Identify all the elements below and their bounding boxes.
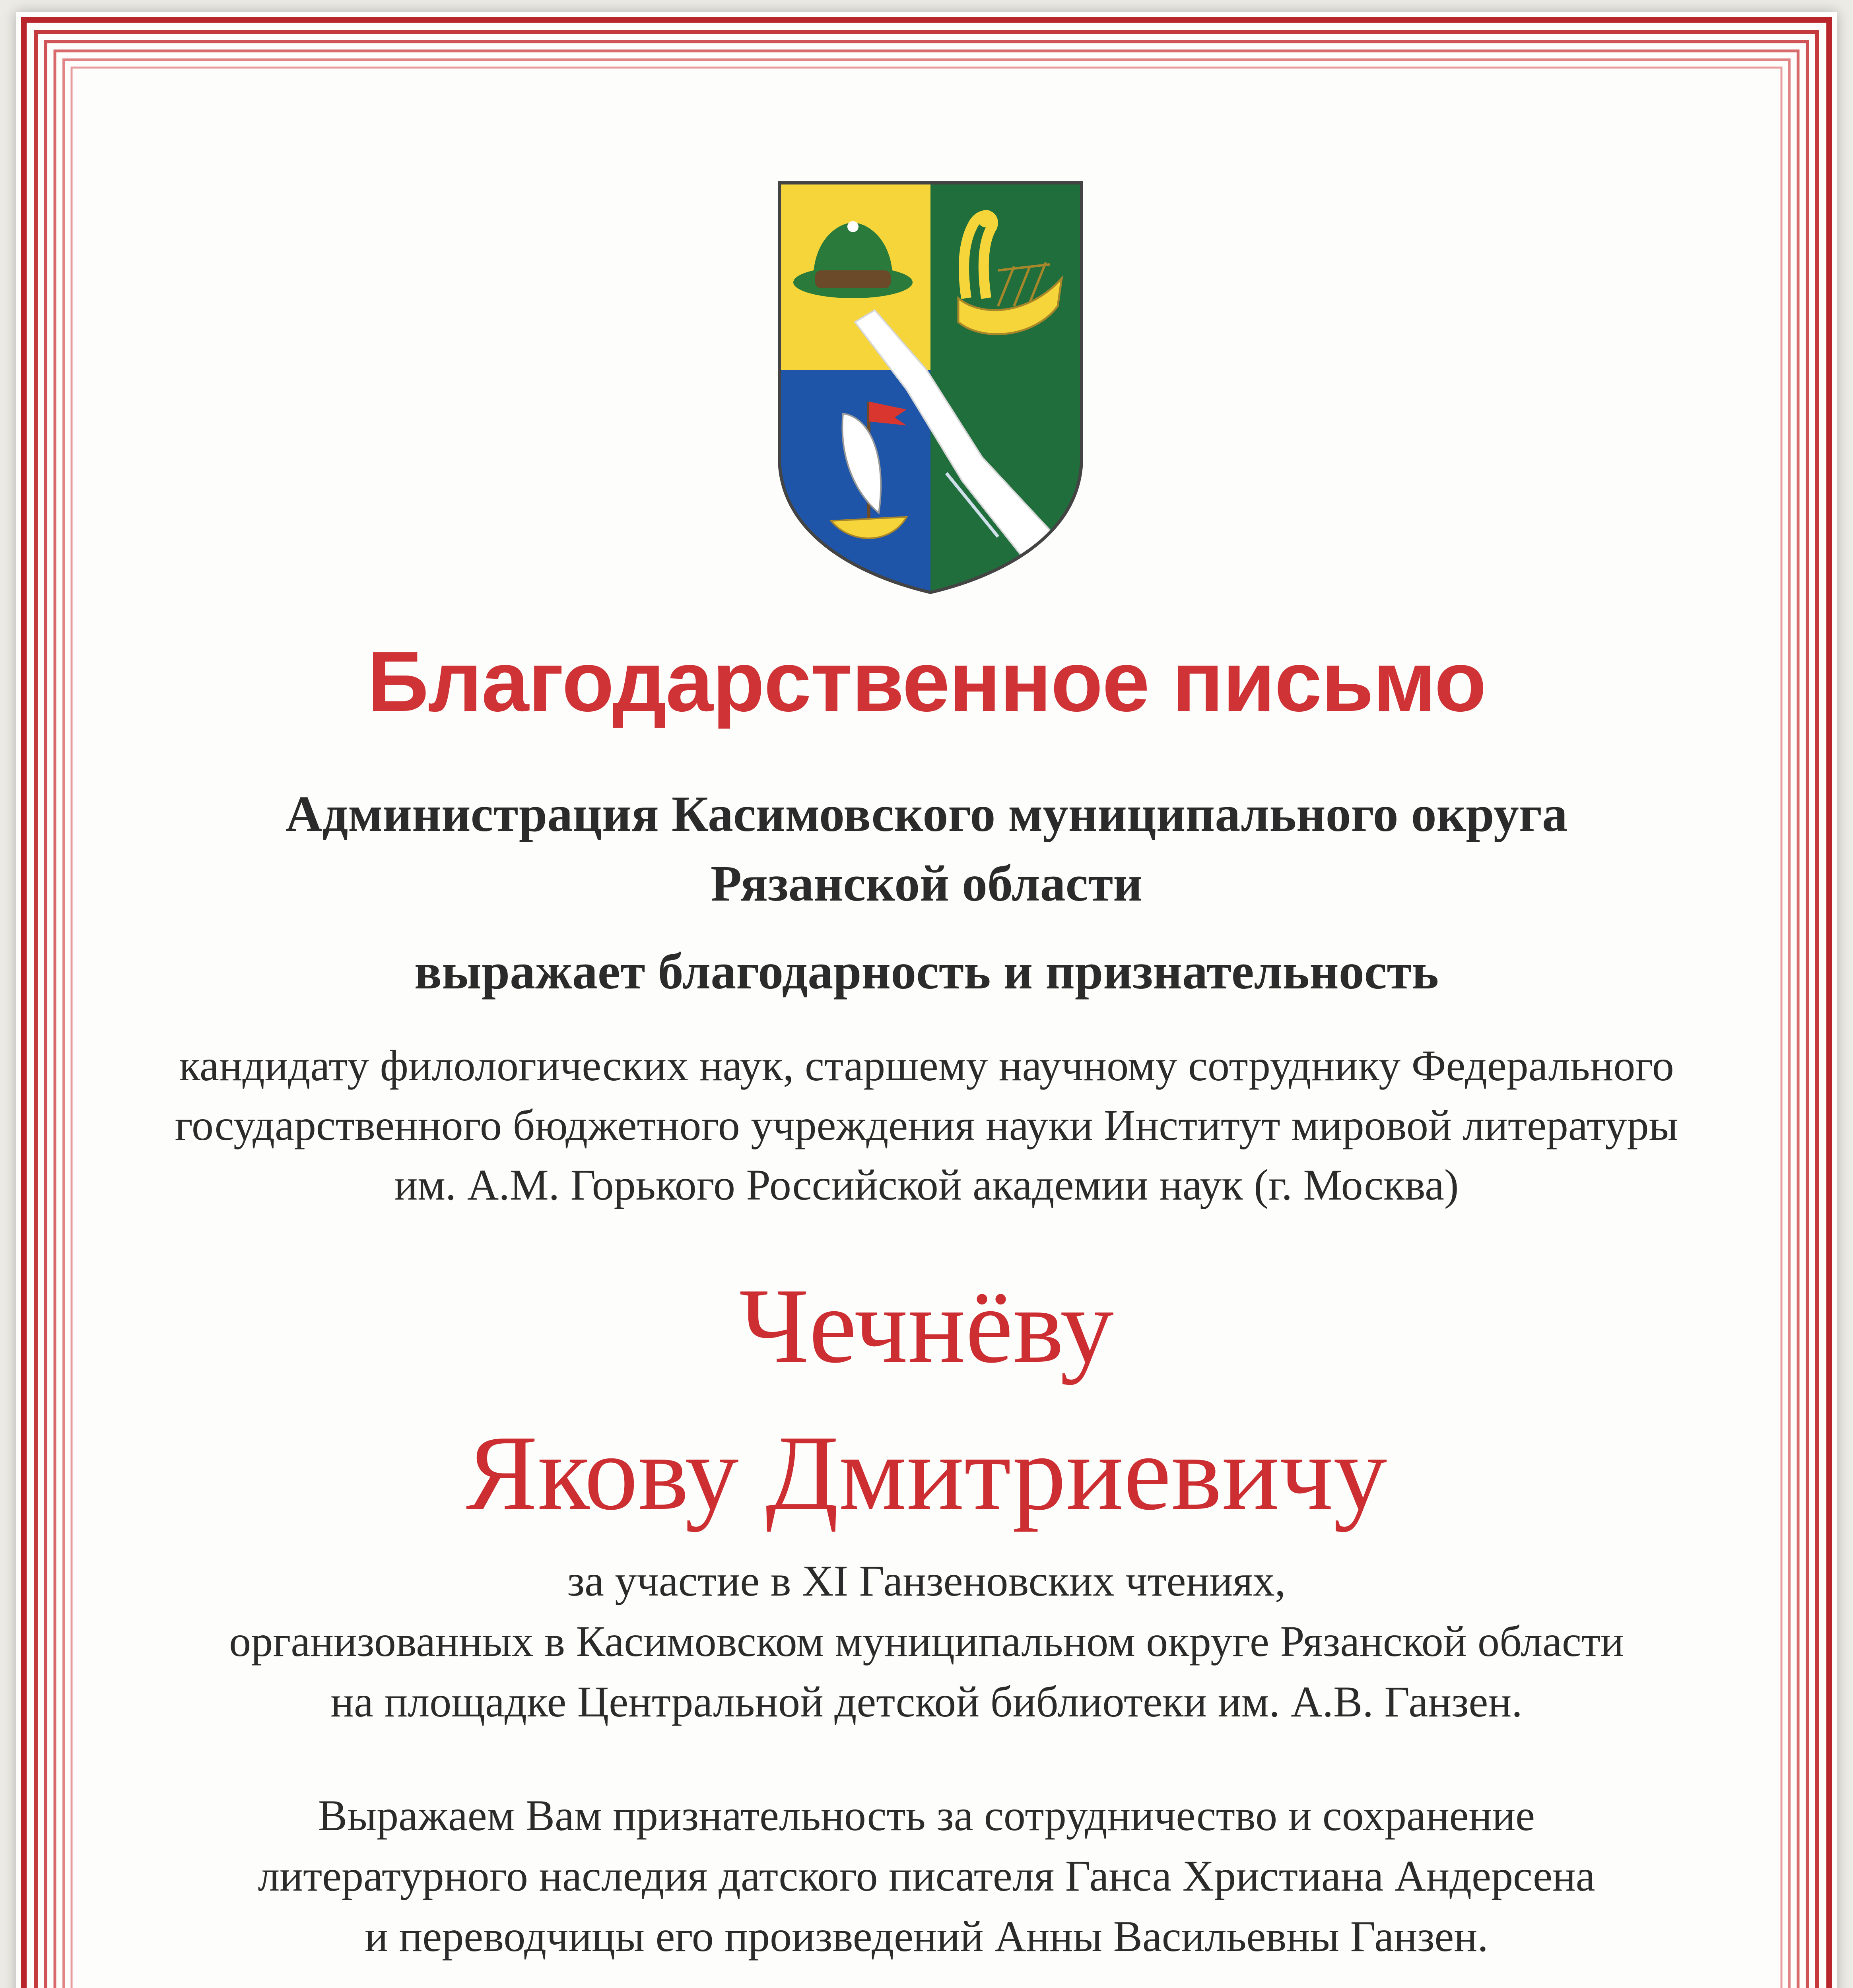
expression-line: выражает благодарность и признательность [414, 943, 1439, 1000]
reason-paragraph [16, 1551, 1837, 1732]
letter-title: Благодарственное письмо [367, 633, 1486, 729]
recipient-name [16, 1252, 1837, 1547]
candidate-line: государственного бюджетного учреждения науки Институт мировой литературы [175, 1101, 1678, 1149]
gratitude-line: литературного наследия датского писателя Ганса Христиана Андерсена [258, 1852, 1595, 1900]
recipient-surname: Чечнёву [739, 1266, 1114, 1385]
reason-line: за участие в XI Ганзеновских чтениях, [567, 1557, 1286, 1605]
reason-line: организованных в Касимовском муниципальном округе Рязанской области [229, 1617, 1624, 1666]
organization [16, 779, 1837, 918]
candidate-line: им. А.М. Горького Российской академии наук (г. Москва) [394, 1161, 1459, 1209]
certificate-sheet [16, 12, 1837, 1988]
recipient-given-names: Якову Дмитриевичу [466, 1413, 1387, 1532]
organization-line: Администрация Касимовского муниципального округа [286, 786, 1567, 842]
gratitude-line: и переводчицы его произведений Анны Васильевны Ганзен. [365, 1912, 1488, 1961]
candidate-description [16, 1036, 1837, 1215]
coat-of-arms [775, 179, 1086, 596]
gratitude-paragraph [16, 1785, 1837, 1967]
reason-line: на площадке Центральной детской библиотеки им. А.В. Ганзен. [330, 1677, 1523, 1726]
gratitude-line: Выражаем Вам признательность за сотрудничество и сохранение [318, 1791, 1535, 1840]
organization-line: Рязанской области [711, 855, 1142, 912]
candidate-line: кандидату филологических наук, старшему научному сотруднику Федерального [179, 1041, 1674, 1090]
